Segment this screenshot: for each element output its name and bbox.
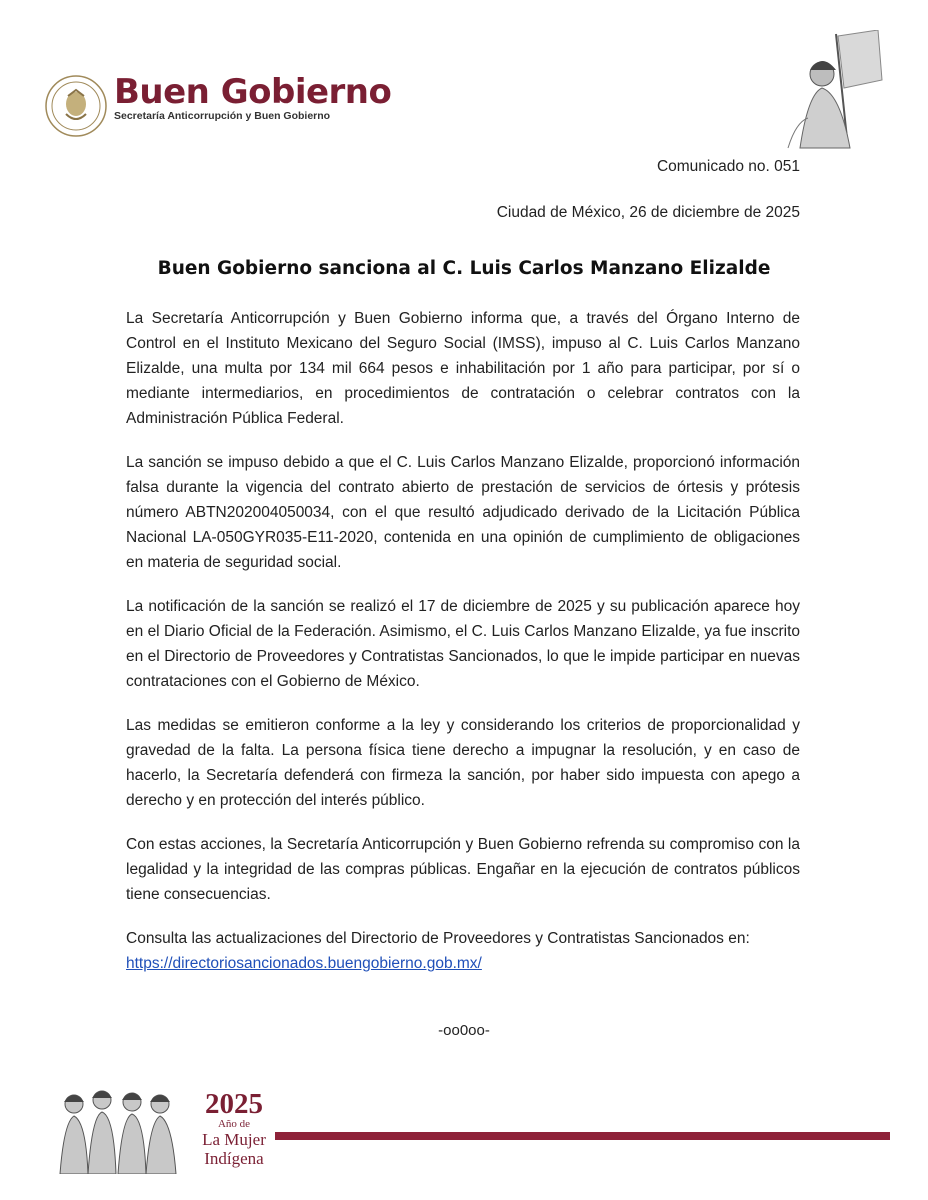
footer [56,1080,896,1180]
heroine-flag-illustration [778,30,884,150]
year-line2: La Mujer [202,1130,266,1149]
consult-text: Consulta las actualizaciones del Directorio de Proveedores y Contratistas Sancionados en: [126,930,750,947]
directory-link[interactable]: https://directoriosancionados.buengobierno.gob.mx/ [126,955,482,972]
brand-subtitle: Secretaría Anticorrupción y Buen Gobierno [114,110,331,122]
consult-paragraph [126,926,800,976]
year-line3: Indígena [204,1149,264,1168]
closing-mark: -oo0oo- [438,1022,490,1039]
year-emblem [192,1090,276,1168]
paragraph: Con estas acciones, la Secretaría Anticorrupción y Buen Gobierno refrenda su compromiso con la legalidad y la integridad de las compras públicas. Engañar en la ejecución de contratos públicos tiene consecuencias. [126,836,800,903]
document-body [126,306,800,995]
place-date: Ciudad de México, 26 de diciembre de 2025 [496,204,800,221]
letterhead [44,68,884,168]
footer-bar [275,1132,890,1140]
communique-number: Comunicado no. 051 [656,158,800,175]
brand-name: Buen Gobierno [114,72,392,112]
brand [114,72,391,122]
paragraph: La notificación de la sanción se realizó el 17 de diciembre de 2025 y su publicación aparece hoy en el Diario Oficial de la Federación. Asimismo, el C. Luis Carlos Manzano Elizalde, ya fue inscrito en el Directorio de Proveedores y Contratistas Sancionados, lo que le impide participar en nuevas contrataciones con el Gobierno de México. [126,598,800,690]
paragraph: La Secretaría Anticorrupción y Buen Gobierno informa que, a través del Órgano Interno de Control en el Instituto Mexicano del Seguro Social (IMSS), impuso al C. Luis Carlos Manzano Elizalde, una multa por 134 mil 664 pesos e inhabilitación por 1 año para participar, por sí o mediante intermediarios, en procedimientos de contratación o celebrar contratos con la Administración Pública Federal. [126,310,800,427]
year: 2025 [205,1088,263,1120]
paragraph: La sanción se impuso debido a que el C. Luis Carlos Manzano Elizalde, proporcionó información falsa durante la vigencia del contrato abierto de prestación de servicios de órtesis y prótesis número ABTN202004050034, con el que resultó adjudicado derivado de la Licitación Pública Nacional LA-050GYR035-E11-2020, contenida en una opinión de cumplimiento de obligaciones en materia de seguridad social. [126,454,800,571]
coat-of-arms-seal-icon [44,74,108,138]
paragraph: Las medidas se emitieron conforme a la ley y considerando los criterios de proporcionalidad y gravedad de la falta. La persona física tiene derecho a impugnar la resolución, y en caso de hacerlo, la Secretaría defenderá con firmeza la sanción, por haber sido impuesta con apego a derecho y en protección del interés público. [126,717,800,809]
indigenous-women-illustration [56,1082,182,1174]
document-title: Buen Gobierno sanciona al C. Luis Carlos Manzano Elizalde [157,258,771,279]
year-line1: Año de [217,1118,251,1130]
